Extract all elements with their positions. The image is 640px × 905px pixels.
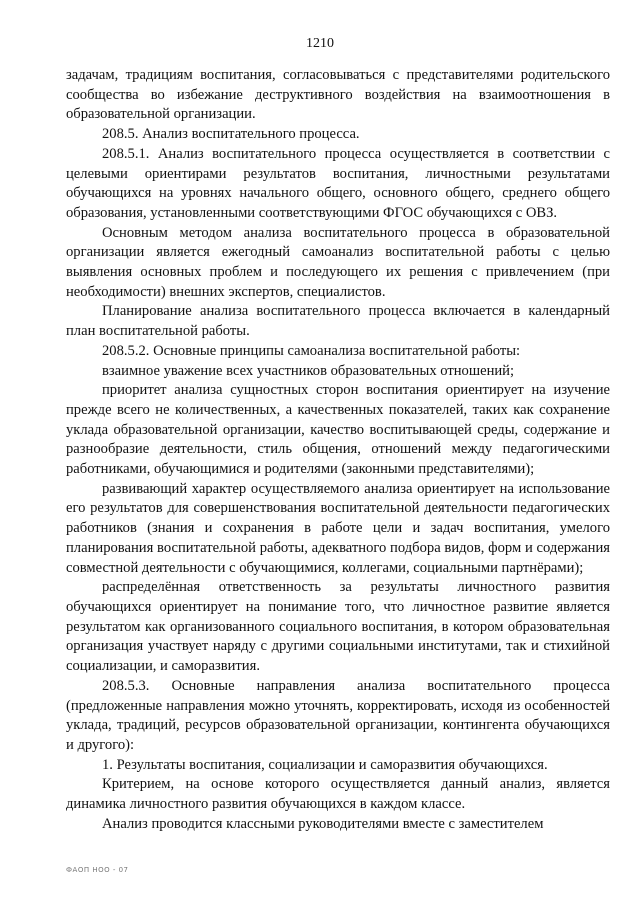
paragraph: Планирование анализа воспитательного процесса включается в календарный план воспитательной работы. — [66, 303, 610, 340]
paragraph: 1. Результаты воспитания, социализации и саморазвития обучающихся. — [102, 756, 548, 773]
section-heading: 208.5. Анализ воспитательного процесса. — [102, 126, 360, 143]
paragraph: 208.5.3. Основные направления анализа воспитательного процесса (предложенные направления можно уточнять, корректировать, исходя из особенностей уклада, традиций, ресурсов образовательной организации, контингента обучающихся и другого): — [66, 677, 610, 753]
paragraph: задачам, традициям воспитания, согласовываться с представителями родительского сообщества во избежание деструктивного воздействия на взаимоотношения в образовательной организации. — [66, 67, 610, 123]
paragraph: Критерием, на основе которого осуществляется данный анализ, является динамика личностного развития обучающихся в каждом классе. — [66, 776, 610, 813]
document-body — [66, 66, 610, 834]
footer-stamp: ФАОП НОО - 07 — [66, 866, 129, 874]
paragraph: Анализ проводится классными руководителями вместе с заместителем — [102, 815, 544, 832]
paragraph: 208.5.1. Анализ воспитательного процесса осуществляется в соответствии с целевыми ориентирами результатов воспитания, личностными результатами обучающихся на уровнях начального общего, основного общего, среднего общего образования, установленными соответствующими ФГОС обучающихся с ОВЗ. — [66, 145, 610, 221]
list-item: развивающий характер осуществляемого анализа ориентирует на использование его результатов для совершенствования воспитательной деятельности педагогических работников (знания и сохранения в работе цели и задач воспитания, умелого планирования воспитательной работы, адекватного подбора видов, форм и содержания совместной деятельности с обучающимися, коллегами, социальными партнёрами); — [66, 480, 610, 576]
list-item: распределённая ответственность за результаты личностного развития обучающихся ориентирует на понимание того, что личностное развитие является результатом как организованного социального воспитания, в котором образовательная организация участвует наряду с другими социальными институтами, так и стихийной социализации, и саморазвития. — [66, 579, 610, 675]
list-item: приоритет анализа сущностных сторон воспитания ориентирует на изучение прежде всего не количественных, а качественных показателей, таких как сохранение уклада образовательной организации, качество воспитывающей среды, содержание и разнообразие деятельности, стиль общения, отношений между педагогическими работниками, обучающимися и родителями (законными представителями); — [66, 382, 610, 478]
paragraph: 208.5.2. Основные принципы самоанализа воспитательной работы: — [102, 342, 521, 359]
list-item: взаимное уважение всех участников образовательных отношений; — [102, 362, 515, 379]
paragraph: Основным методом анализа воспитательного процесса в образовательной организации является ежегодный самоанализ воспитательной работы с целью выявления основных проблем и последующего их решения с привлечением (при необходимости) внешних экспертов, специалистов. — [66, 224, 610, 300]
page-number: 1210 — [306, 36, 334, 51]
